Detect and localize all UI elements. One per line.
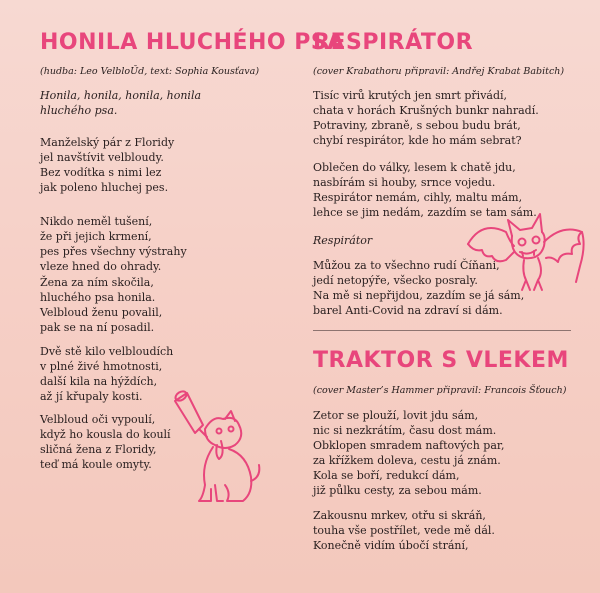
lyric-line: Respirátor nemám, cihly, maltu mám,	[313, 191, 523, 204]
lyric-line: Dvě stě kilo velbloudích	[40, 345, 174, 358]
lyric-line: Manželský pár z Floridy	[40, 136, 175, 149]
lyric-line: Oblečen do války, lesem k chatě jdu,	[313, 161, 516, 174]
lyric-line: Na mě si nepřijdou, zazdím se já sám,	[313, 289, 525, 302]
section-divider	[313, 330, 571, 331]
lyric-line: Můžou za to všechno rudí Číňani,	[313, 259, 500, 272]
lyric-line: chata v horách Krušných bunkr nahradí.	[313, 104, 539, 117]
song-credit-honila: (hudba: Leo VelbloŬd, text: Sophia Kousťava)	[40, 66, 260, 77]
song-title-honila: HONILA HLUCHÉHO PSA	[40, 30, 345, 55]
stanza	[40, 412, 171, 472]
lyric-line: Zakousnu mrkev, otřu si skráň,	[313, 509, 486, 522]
lyric-line: vleze hned do ohrady.	[40, 260, 162, 273]
lyric-line: až jí křupaly kosti.	[40, 390, 143, 403]
lyric-line: pak se na ní posadil.	[40, 321, 155, 334]
lyric-line: Respirátor	[313, 234, 373, 247]
lyric-line: Honila, honila, honila, honila	[40, 89, 202, 102]
lyric-line: jedí netopýře, všecko posraly.	[313, 274, 478, 287]
lyric-line: již půlku cesty, za sebou mám.	[313, 484, 482, 497]
lyric-line: teď má koule omyty.	[40, 458, 152, 471]
stanza	[40, 88, 201, 118]
lyric-line: chybí respirátor, kde ho mám sebrat?	[313, 134, 522, 147]
lyric-line: Potraviny, zbraně, s sebou budu brát,	[313, 119, 521, 132]
lyric-line: Kola se boří, redukcí dám,	[313, 469, 460, 482]
stanza	[313, 233, 372, 248]
stanza	[313, 88, 539, 148]
lyric-line: za křížkem doleva, cestu já znám.	[313, 454, 501, 467]
lyric-line: touha vše postřílet, vede mě dál.	[313, 524, 495, 537]
lyric-line: sličná žena z Floridy,	[40, 443, 157, 456]
lyric-line: hluchého psa honila.	[40, 291, 156, 304]
lyric-line: Bez vodítka s nimi lez	[40, 166, 162, 179]
lyric-line: další kila na hýždích,	[40, 375, 158, 388]
lyric-line: když ho kousla do koulí	[40, 428, 171, 441]
dog-with-megaphone-illustration	[165, 385, 265, 510]
stanza	[313, 408, 504, 498]
lyric-line: barel Anti-Covid na zdraví si dám.	[313, 304, 503, 317]
lyric-line: pes přes všechny výstrahy	[40, 245, 187, 258]
lyric-line: v plné živé hmotnosti,	[40, 360, 163, 373]
stanza	[40, 344, 173, 404]
lyric-line: hluchého psa.	[40, 104, 118, 117]
lyric-line: Nikdo neměl tušení,	[40, 215, 153, 228]
lyric-line: Obklopen smradem naftových par,	[313, 439, 505, 452]
lyric-line: že při jejich krmení,	[40, 230, 152, 243]
lyric-line: Tisíc virů krutých jen smrt přivádí,	[313, 89, 508, 102]
lyric-line: Konečně vidím úbočí strání,	[313, 539, 469, 552]
lyric-line: Žena za ním skočila,	[40, 276, 154, 289]
stanza	[40, 214, 187, 274]
lyric-line: jel navštívit velbloudy.	[40, 151, 164, 164]
bat-illustration	[462, 206, 590, 296]
stanza	[313, 508, 495, 553]
song-credit-traktor: (cover Master’s Hammer připravil: Francois Šťouch)	[313, 385, 567, 396]
stanza	[40, 135, 174, 195]
lyric-line: nasbírám si houby, srnce vojedu.	[313, 176, 496, 189]
stanza	[40, 275, 162, 335]
song-title-respirator: RESPIRÁTOR	[313, 30, 474, 55]
lyric-line: Zetor se plouží, lovit jdu sám,	[313, 409, 479, 422]
lyric-line: jak poleno hluchej pes.	[40, 181, 169, 194]
song-credit-respirator: (cover Krabathoru připravil: Andřej Krabat Babitch)	[313, 66, 565, 77]
lyric-line: Velbloud oči vypoulí,	[40, 413, 156, 426]
song-title-traktor: TRAKTOR S VLEKEM	[313, 348, 569, 373]
lyric-line: nic si nezkrátím, času dost mám.	[313, 424, 497, 437]
lyric-line: lehce se jim nedám, zazdím se tam sám.	[313, 206, 537, 219]
lyric-line: Velbloud ženu povalil,	[40, 306, 163, 319]
